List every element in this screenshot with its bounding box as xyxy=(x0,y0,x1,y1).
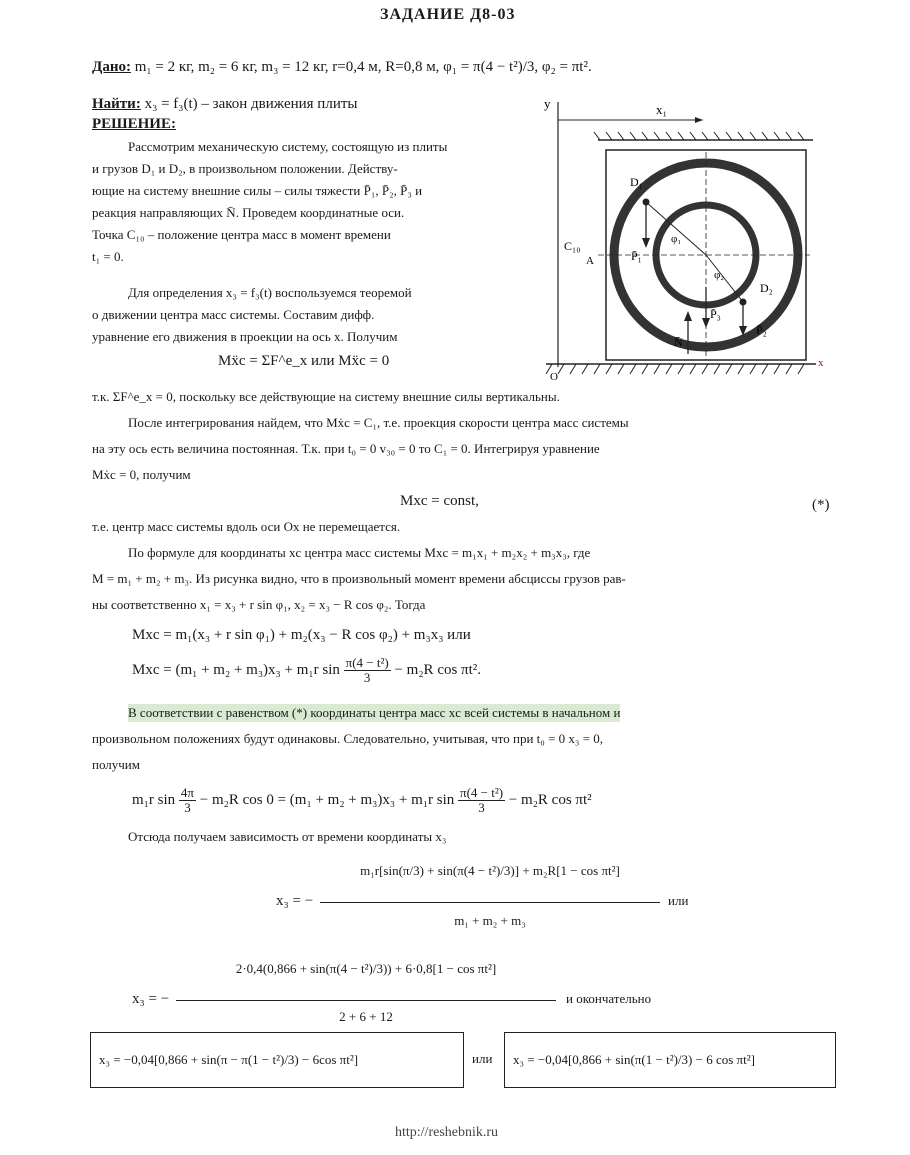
label-x-axis: x xyxy=(818,357,824,369)
label-origin: O xyxy=(550,371,558,382)
para6-line: По формуле для координаты xc центра масс системы Mxc = m₁x₁ + m₂x₂ + m₃x₃, где xyxy=(128,545,591,560)
para1-line: реакция направляющих N̄. Проведем координатные оси. xyxy=(92,205,405,220)
eq7-lhs: x₃ = − xyxy=(132,991,170,1007)
para1-line: и грузов D₁ и D₂, в произвольном положении. Действу- xyxy=(92,161,398,176)
answer-2: x₃ = −0,04[0,866 + sin(π(1 − t²)/3) − 6 cos πt²] xyxy=(513,1052,755,1067)
bottom-hatch xyxy=(546,364,804,374)
find-text: x₃ = f₃(t) – закон движения плиты xyxy=(144,96,358,112)
label-p3: P̄₃ xyxy=(710,307,721,321)
top-hatch xyxy=(594,132,804,140)
para6-line: ны соответственно x₁ = x₃ + r sin φ₁, x₂ = x₃ − R cos φ₂. Тогда xyxy=(92,597,426,612)
label-p1: P̄₁ xyxy=(631,249,642,263)
eq5-denominator-2: 3 xyxy=(478,800,485,815)
footer-url: http://reshebnik.ru xyxy=(395,1125,499,1140)
label-p2: P̄₂ xyxy=(756,323,767,337)
solution-label: РЕШЕНИЕ: xyxy=(92,116,176,132)
eq5-b: − m₂R cos 0 = (m₁ + m₂ + m₃)x₃ + m₁r sin xyxy=(199,791,455,808)
eq7-denominator: 2 + 6 + 12 xyxy=(339,1009,393,1024)
eq6-tail: или xyxy=(668,893,689,908)
eq6-fraction-bar xyxy=(320,902,660,903)
para4-line: на эту ось есть величина постоянная. Т.к. при t₀ = 0 v₃₀ = 0 то C₁ = 0. Интегрируя уравнение xyxy=(92,441,600,456)
given-label: Дано: xyxy=(92,59,131,75)
given-line xyxy=(92,58,592,76)
eq6-lhs: x₃ = − xyxy=(276,893,314,909)
label-phi1: φ₁ xyxy=(671,233,682,245)
eq4-right: − m₂R cos πt². xyxy=(394,661,482,678)
equation-3: Mxc = m₁(x₃ + r sin φ₁) + m₂(x₃ − R cos φ₂) + m₃x₃ или xyxy=(132,627,471,643)
label-a: A xyxy=(586,255,594,267)
equation-2: Mxc = const, xyxy=(400,493,479,509)
label-d1: D₁ xyxy=(630,175,643,189)
eq5-fraction-2 xyxy=(458,786,505,815)
para3-line: т.к. ΣF^e_x = 0, поскольку все действующие на систему внешние силы вертикальны. xyxy=(92,389,560,404)
para1-line: t₁ = 0. xyxy=(92,249,124,264)
eq5-a: m₁r sin xyxy=(132,791,176,808)
eq4-numerator: π(4 − t²) xyxy=(345,655,389,670)
find-line xyxy=(92,95,357,113)
para7-line: В соответствии с равенством (*) координаты центра масс xc всей системы в начальном и xyxy=(128,705,621,720)
para1-line: ющие на систему внешние силы – силы тяжести P̄₁, P̄₂, P̄₃ и xyxy=(92,183,423,198)
para1-line: Рассмотрим механическую систему, состоящую из плиты xyxy=(128,139,448,154)
para5-line: т.е. центр масс системы вдоль оси Ox не перемещается. xyxy=(92,519,401,534)
force-n-head xyxy=(684,311,692,321)
eq6-numerator: m₁r[sin(π/3) + sin(π(4 − t²)/3)] + m₂R[1 − cos πt²] xyxy=(360,863,620,878)
eq4-denominator: 3 xyxy=(363,670,371,685)
force-p1-head xyxy=(642,238,650,248)
label-n: N̄ xyxy=(674,335,683,349)
answer-or: или xyxy=(472,1051,493,1066)
page-title: ЗАДАНИЕ Д8-03 xyxy=(380,6,516,23)
answer-box-2 xyxy=(504,1032,836,1088)
para4-line: После интегрирования найдем, что Mẋc = C₁, т.е. проекция скорости центра масс системы xyxy=(128,415,629,430)
para7-line: произвольном положениях будут одинаковы. Следовательно, учитывая, что при t₀ = 0 x₃ = 0, xyxy=(92,731,604,746)
equation-1: Mẍc = ΣF^e_x или Mẍc = 0 xyxy=(218,353,390,369)
para2-line: о движении центра масс системы. Составим дифф. xyxy=(92,307,375,322)
x1-label: x₁ xyxy=(656,102,668,117)
answer-1: x₃ = −0,04[0,866 + sin(π − π(1 − t²)/3) − 6cos πt²] xyxy=(99,1052,359,1067)
eq6-denominator: m₁ + m₂ + m₃ xyxy=(454,913,526,928)
eq5-denominator-1: 3 xyxy=(184,800,191,815)
eq5-c: − m₂R cos πt² xyxy=(508,791,592,808)
eq5-numerator-2: π(4 − t²) xyxy=(460,785,504,800)
label-c10: C₁₀ xyxy=(564,239,581,253)
eq5-fraction-1 xyxy=(179,786,196,815)
label-d2: D₂ xyxy=(760,281,773,295)
equation-2-tag: (*) xyxy=(812,497,830,513)
para4-line: Mẋc = 0, получим xyxy=(92,467,191,482)
answer-box-1 xyxy=(90,1032,464,1088)
para2-line: уравнение его движения в проекции на ось x. Получим xyxy=(92,329,398,344)
para2-line: Для определения x₃ = f₃(t) воспользуемся теоремой xyxy=(128,285,412,300)
mechanism-figure xyxy=(538,92,828,382)
radius-d2 xyxy=(706,255,743,302)
eq7-numerator: 2·0,4(0,866 + sin(π(4 − t²)/3)) + 6·0,8[1 − cos πt²] xyxy=(235,961,497,976)
x1-arrowhead xyxy=(695,117,703,123)
eq5-numerator-1: 4π xyxy=(180,785,194,800)
given-text: m₁ = 2 кг, m₂ = 6 кг, m₃ = 12 кг, r=0,4 м, R=0,8 м, φ₁ = π(4 − t²)/3, φ₂ = πt². xyxy=(134,59,592,75)
force-p3-head xyxy=(702,318,710,328)
eq4-left: Mxc = (m₁ + m₂ + m₃)x₃ + m₁r sin xyxy=(132,661,340,678)
find-label: Найти: xyxy=(92,96,141,112)
para7-line: получим xyxy=(92,757,140,772)
para8-line: Отсюда получаем зависимость от времени координаты x₃ xyxy=(128,829,447,844)
para6-line: M = m₁ + m₂ + m₃. Из рисунка видно, что в произвольный момент времени абсциссы грузов рав- xyxy=(92,571,626,586)
eq7-tail: и окончательно xyxy=(566,991,652,1006)
equation-5 xyxy=(132,786,592,815)
label-phi2: φ₂ xyxy=(714,269,725,281)
eq7-fraction-bar xyxy=(176,1000,556,1001)
eq4-fraction xyxy=(344,656,391,685)
para1-line: Точка C₁₀ – положение центра масс в момент времени xyxy=(92,227,391,242)
equation-4 xyxy=(132,656,481,685)
y-axis-label: y xyxy=(544,96,551,111)
